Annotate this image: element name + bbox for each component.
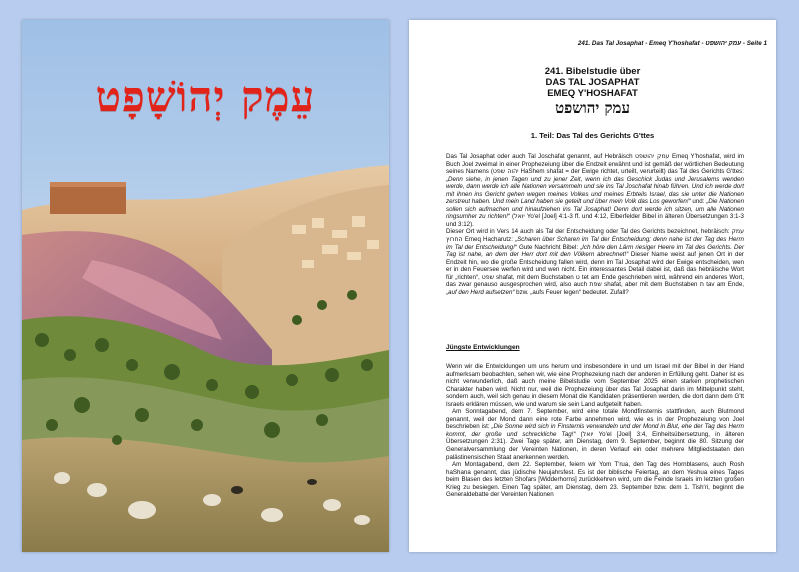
intro-text (446, 153, 744, 296)
study-number-line: 241. Bibelstudie über (544, 66, 641, 77)
title-transliteration: EMEQ Y'HOSHAFAT (547, 88, 638, 99)
section-heading: Jüngste Entwicklungen (446, 344, 520, 351)
paragraph: Am Sonntagabend, dem 7. September, wird eine totale Mondfinsternis stattfinden, auch Blutmond genannt, weil der Mond dann eine rote Farbe annehmen wird, wie es in der Prophezeiung von Joel beschrieben ist: „Die Sonne wird sich in Finsternis verwandeln und der Mond in Blut, ehe der Tag des Herrn kommt, der große und schreckliche Tag!“ (יואל Yo'el [Joel] 3:4, Einheitsübersetzung, in älteren Übersetzungen 2:31). Zwei Tage später, am Dienstag, dem 9. September, beginnt die 80. Sitzung der Generalversammlung der Vereinten Nationen, in deren Verlauf ein oder mehrere Mitgliedstaaten den palästinensischen Staat anerkennen werden. (446, 408, 744, 461)
running-head: 241. Das Tal Josaphat - Emeq Y'hoshafat - עמק יהושפט - Seite 1 (577, 40, 767, 47)
study-heading (409, 66, 776, 117)
paragraph: Wenn wir die Entwicklungen um uns herum und insbesondere in und um Israel mit der Bibel in der Hand aufmerksam beobachten, sehen wir, wie eine Prophezeiung nach der anderen in Erfüllung geht. Daher ist es nicht verwunderlich, daß auch meine Bibelstudie vom September 2025 einen starken prophetischen Charakter haben wird. Nicht nur, weil die Prophezeiung über das Tal Josaphat darin im Mittelpunkt steht, sondern auch, weil sich genau in diesem Monat die Kandidaten präsentieren werden, die dort dann dem G'tt Israels erklären müssen, wie und warum sie sein Land aufgeteilt haben. (446, 363, 744, 408)
part-title: 1. Teil: Das Tal des Gerichts G'ttes (530, 131, 655, 140)
title-hebrew: עמק יהושפט (555, 99, 630, 117)
cover-title: עֵמֶק יְהוֹשָׁפָט (95, 72, 316, 121)
intro-paragraph: Das Tal Josaphat oder auch Tal Joschafat genannt, auf Hebräisch עמק יהושפט Emeq Y'hoshafat, wird im Buch Joel zweimal in einer Prophezeiung über die Endzeit erwähnt und ist gemäß der wörtlichen Bedeutung seines Namens (יהוה שפט HaShem shafat = der Ewige richtet, urteilt, verurteilt) das Tal des Gerichts G'ttes: „Denn siehe, in jenen Tagen und zu jener Zeit, wenn ich das Geschick Judas und Jerusalems wenden werde, dann werde ich alle Nationen versammeln und sie ins Tal Joschafat hinab führen. Und ich werde dort mit ihnen ins Gericht gehen wegen meines Volkes und meines Erbteils Israel, das sie unter die Nationen zerstreut haben. Und mein Land haben sie geteilt und über mein Volk das Los geworfen!“ und: „Die Nationen sollen sich aufmachen und hinaufziehen ins Tal Josaphat! Denn dort werde ich sitzen, um alle Nationen ringsumher zu richten!“ (יואל Yo'el [Joel] 4:1-3 ff. und 4:12, Elberfelder Bibel in älteren Übersetzungen 3:1-3 und 3:12). Dieser Ort wird in Vers 14 auch als Tal der Entscheidung oder Tal des Gerichts bezeichnet, hebräisch: עמק החרוץ Emeq Hacharutz: „Scharen über Scharen im Tal der Entscheidung; denn nahe ist der Tag des Herrn im Tal der Entscheidung!“ Gute Nachricht Bibel: „Ich höre den Lärm riesiger Heere im Tal des Gerichts. Der Tag ist nahe, an dem der Herr dort mit den Völkern abrechnet!“ Dieser Name weist auf jenen Ort in der Endzeit hin, wo die große Entscheidung fallen wird, denn im Tal Josaphat wird der Ewige entscheiden, wen er in den Feuersee werfen wird und wen nicht. Ein interessantes Detail dabei ist, daß das hebräische Wort für „richten“, שפט shafat, mit dem Buchstaben ט tet am Ende geschrieben wird, während ein anderes Wort, das zwar genauso ausgesprochen wird, also auch שפת shafat, aber mit dem Buchstaben ת tav am Ende, „auf den Herd aufsetzen“ bzw. „aufs Feuer legen“ bedeutet. Zufall? (446, 153, 745, 296)
title-german: DAS TAL JOSAPHAT (545, 77, 640, 88)
recent-developments-text (446, 363, 744, 499)
paragraph: Am Montagabend, dem 22. September, feiern wir Yom T'rua, den Tag des Hornblasens, auch Rosh haShana genannt, das jüdische Neujahrsfest. Es ist der biblische Feiertag, an dem Yeshua eines Tages beim Blasen des letzten Shofars [Widderhorns] zurückkehren wird, um die Feinde Israels im letzten großen Krieg zu besiegen. Einen Tag später, am Dienstag, dem 23. September bzw. dem 1. Tish'ri, beginnt die Generaldebatte der Vereinten Nationen (446, 461, 744, 499)
document-page (409, 20, 776, 552)
cover-image (22, 20, 389, 552)
